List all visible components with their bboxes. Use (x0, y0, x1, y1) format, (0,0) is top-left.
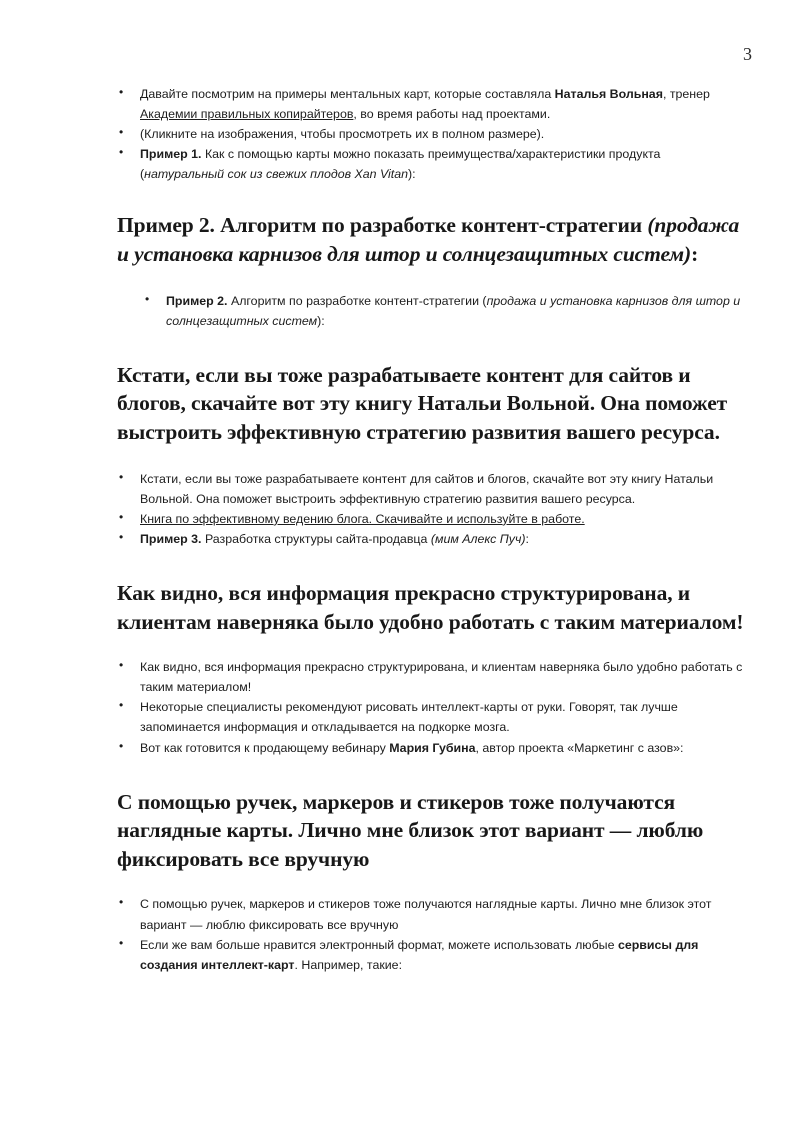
rich-text: Вот как готовится к продающему вебинару Мария Губина, автор проекта «Маркетинг с азов»: (140, 740, 684, 755)
rich-text: Если же вам больше нравится электронный формат, можете использовать любые сервисы для создания интеллект-карт. Например, такие: (140, 937, 699, 972)
rich-text: Давайте посмотрим на примеры ментальных карт, которые составляла Наталья Вольная, тренер Академии правильных копирайтеров, во время работы над проектами. (140, 87, 710, 122)
section-heading (117, 579, 747, 636)
list-item (117, 124, 747, 144)
document-body (117, 84, 747, 975)
list-item-link[interactable] (117, 509, 747, 529)
list-item (117, 529, 747, 549)
section-heading (117, 361, 747, 447)
section-heading (117, 211, 747, 268)
rich-text: Пример 1. Как с помощью карты можно показать преимущества/характеристики продукта (натуральный сок из свежих плодов Xan Vitan): (140, 147, 661, 182)
list-item (117, 657, 747, 697)
list-item (117, 894, 747, 934)
rich-text: Пример 2. Алгоритм по разработке контент-стратегии (продажа и установка карнизов для штор и солнцезащитных систем): (117, 213, 740, 267)
rich-text: С помощью ручек, маркеров и стикеров тоже получаются наглядные карты. Лично мне близок этот вариант — люблю фиксировать все вручную (140, 897, 712, 932)
list-item (117, 697, 747, 737)
rich-text: Некоторые специалисты рекомендуют рисовать интеллект-карты от руки. Говорят, так лучше запоминается информация и откладывается на подкорке мозга. (140, 700, 678, 735)
list-item (117, 144, 747, 184)
bullet-list-intro (117, 84, 747, 184)
bullet-list-tools (117, 894, 747, 974)
rich-text: Как видно, вся информация прекрасно структурирована, и клиентам наверняка было удобно работать с таким материалом! (140, 660, 743, 695)
list-item (117, 738, 747, 758)
list-item (117, 84, 747, 124)
bullet-list-example-2 (117, 291, 747, 331)
rich-text: Пример 3. Разработка структуры сайта-продавца (мим Алекс Пуч): (140, 531, 529, 546)
rich-text: С помощью ручек, маркеров и стикеров тоже получаются наглядные карты. Лично мне близок этот вариант — люблю фиксировать все вручную (117, 789, 704, 871)
rich-text: Кстати, если вы тоже разрабатываете контент для сайтов и блогов, скачайте вот эту книгу Натальи Вольной. Она поможет выстроить эффективную стратегию развития вашего ресурса. (140, 471, 714, 506)
list-item (117, 935, 747, 975)
rich-text: Кстати, если вы тоже разрабатываете контент для сайтов и блогов, скачайте вот эту книгу Натальи Вольной. Она поможет выстроить эффективную стратегию развития вашего ресурса. (117, 362, 728, 445)
bullet-list-structure (117, 657, 747, 757)
list-item (143, 291, 747, 331)
bullet-list-book (117, 469, 747, 549)
page-number: 3 (743, 44, 752, 64)
list-item (117, 469, 747, 509)
rich-text: (Кликните на изображения, чтобы просмотреть их в полном размере). (140, 127, 545, 142)
rich-text: Пример 2. Алгоритм по разработке контент-стратегии (продажа и установка карнизов для штор и солнцезащитных систем): (166, 293, 741, 328)
section-heading (117, 788, 747, 874)
rich-text: Как видно, вся информация прекрасно структурирована, и клиентам наверняка было удобно работать с таким материалом! (117, 581, 744, 634)
rich-text[interactable]: Книга по эффективному ведению блога. Скачивайте и используйте в работе. (140, 511, 585, 526)
